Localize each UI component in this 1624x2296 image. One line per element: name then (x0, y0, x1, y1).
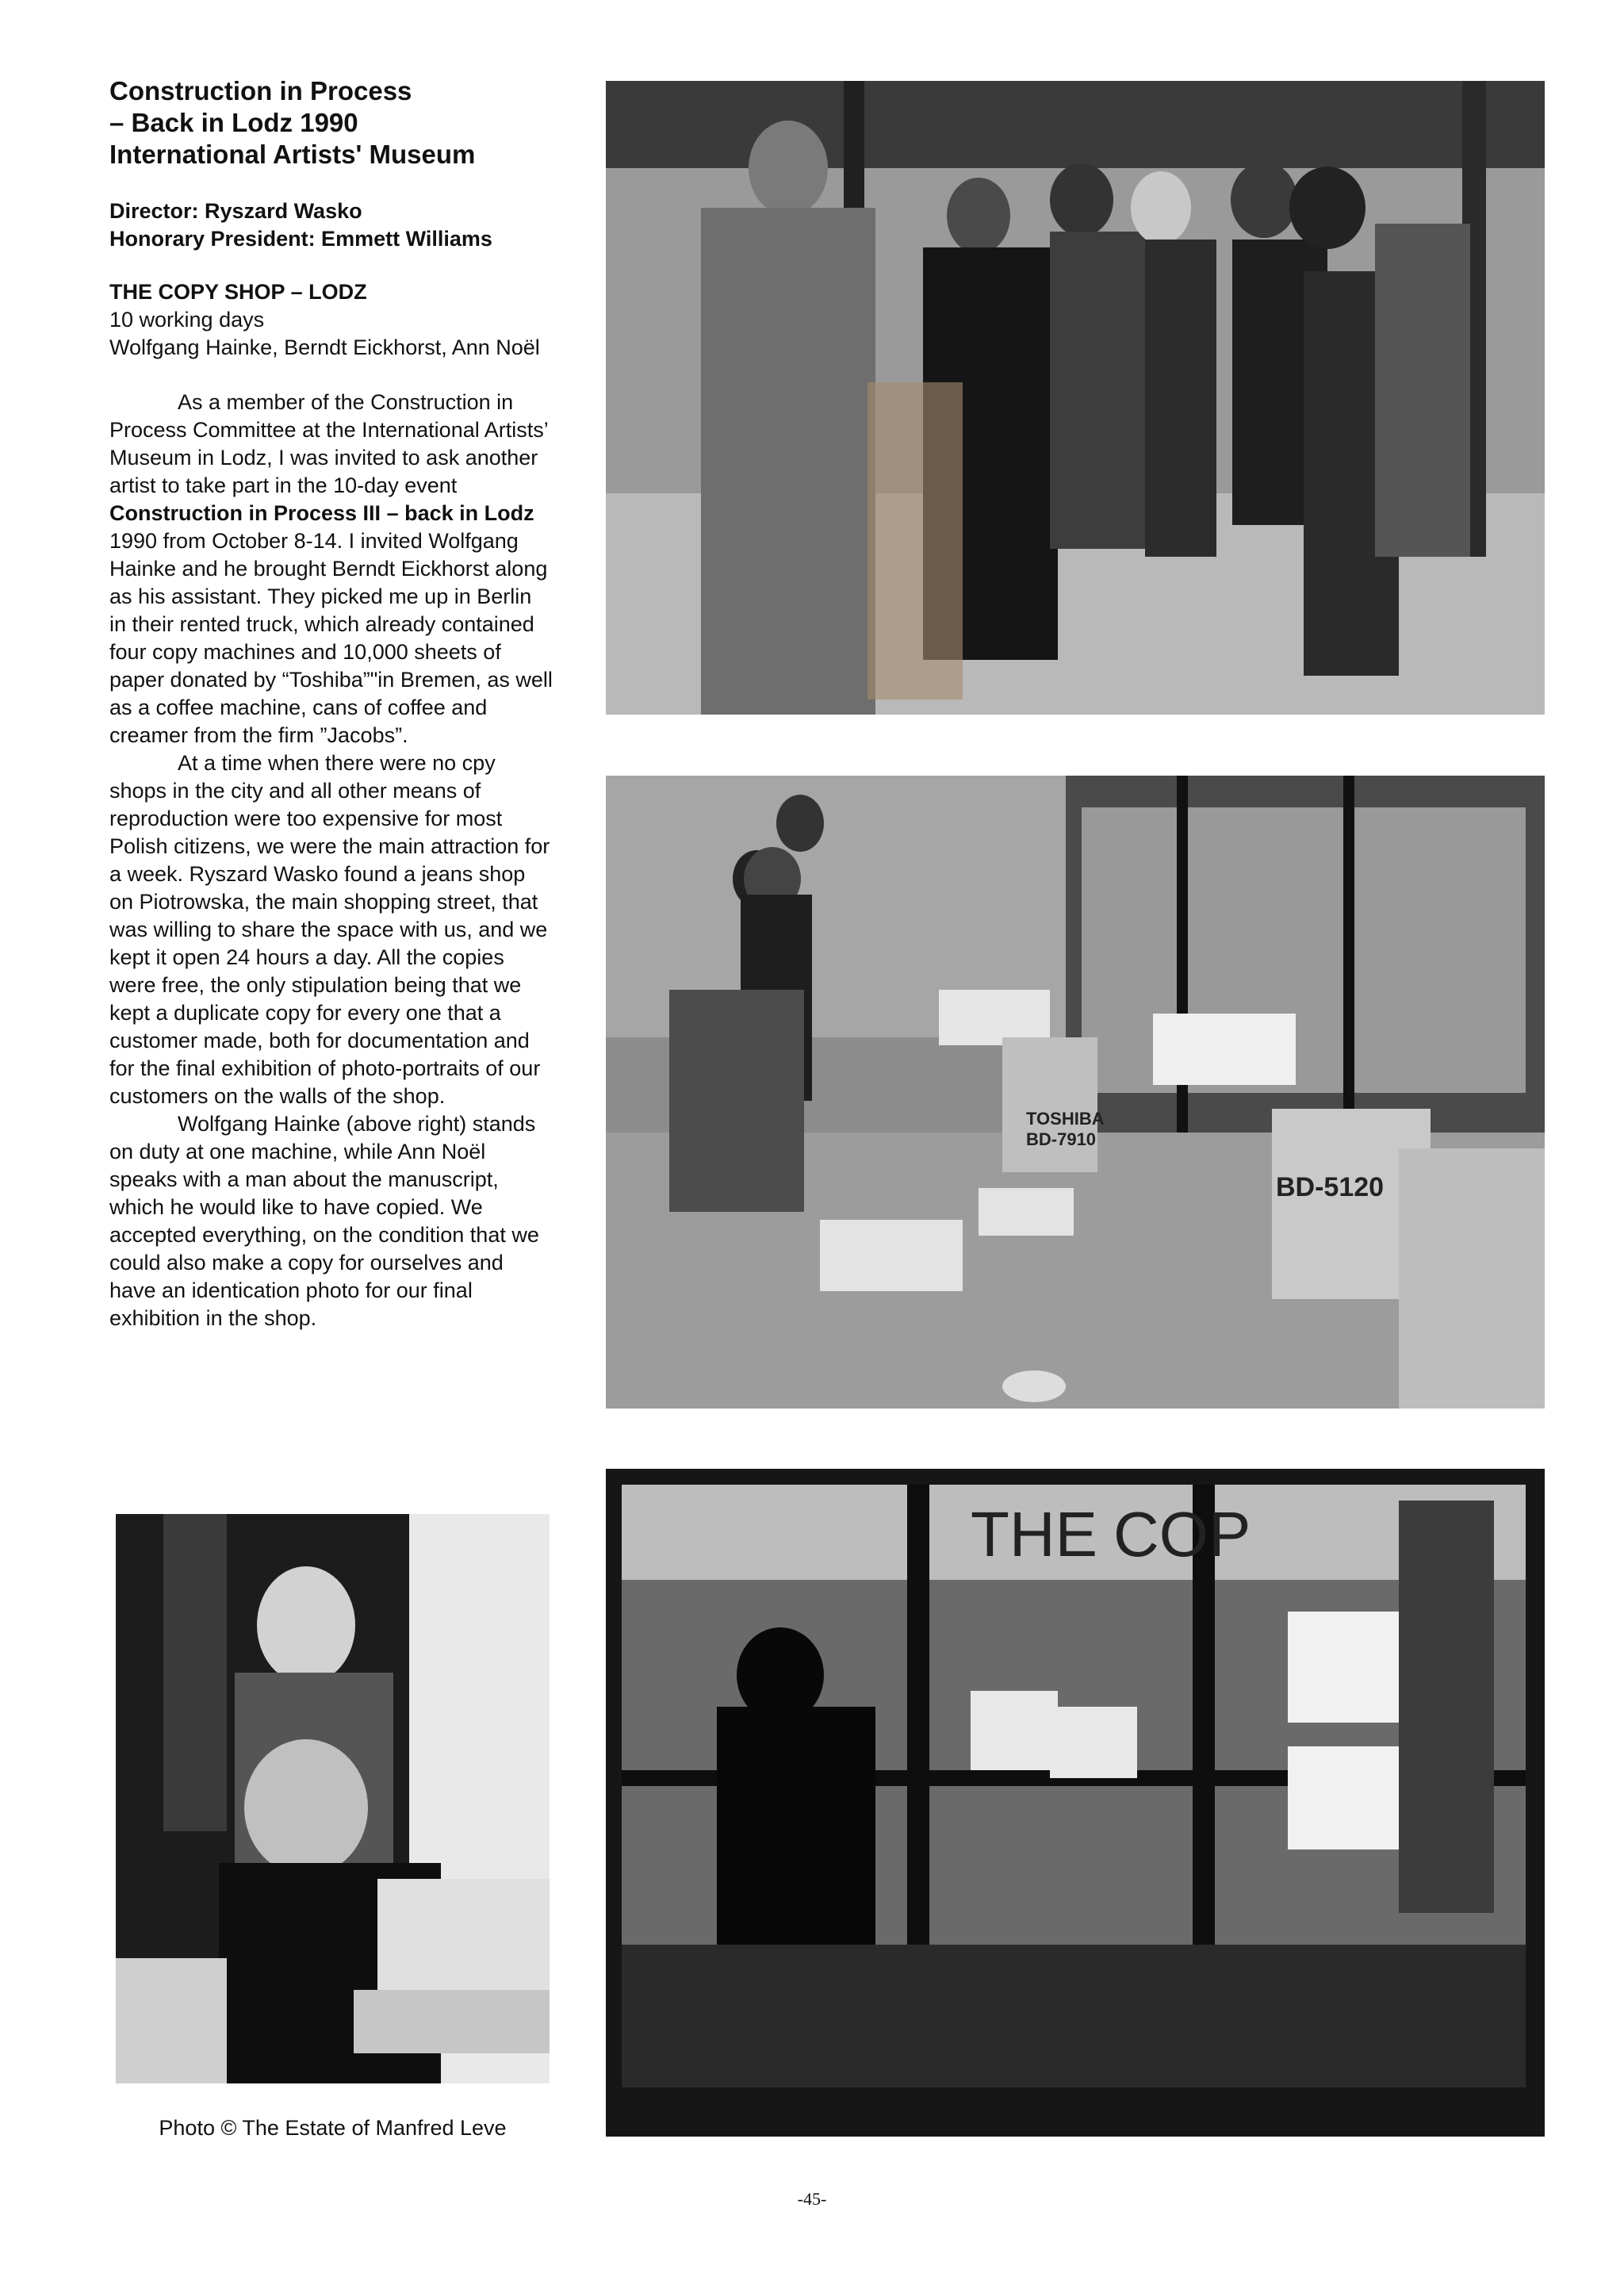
project-title: THE COPY SHOP – LODZ (109, 280, 367, 304)
title-line-2: – Back in Lodz 1990 (109, 108, 358, 137)
paragraph-3: Wolfgang Hainke (above right) stands on duty at one machine, while Ann Noël speaks with a man about the manuscript, which he would like to have copied. We accepted everything, on the condition that we could also make a copy for ourselves and have an identication photo for our final exhibition in the shop. (109, 1112, 539, 1330)
title-line-3: International Artists' Museum (109, 140, 476, 169)
window-letters-cop: COP (1113, 1499, 1251, 1570)
text-column (109, 75, 553, 1332)
photo-shop-window (606, 1469, 1545, 2137)
event-name: Construction in Process III – back in Lodz (109, 501, 534, 525)
box-label-brand: TOSHIBA (1026, 1109, 1105, 1129)
photo-copy-machines (606, 776, 1545, 1409)
page-number: -45- (797, 2189, 827, 2209)
honorary-president-line: Honorary President: Emmett Williams (109, 227, 492, 251)
title-line-1: Construction in Process (109, 76, 412, 105)
window-letters-the: THE (971, 1499, 1097, 1570)
photo-copy-shop-crowd (606, 81, 1545, 715)
article-title (109, 75, 553, 171)
photo-portrait (116, 1514, 550, 2083)
box-label-model-2: BD-5120 (1276, 1172, 1385, 1202)
paragraph-2: At a time when there were no cpy shops in the city and all other means of reproduction were too expensive for most Polish citizens, we were the main attraction for a week. Ryszard Wasko found a jeans shop on Piotrowska, the main shopping street, that was willing to share the space with us, and we kept it open 24 hours a day. All the copies were free, the only stipulation being that we kept a duplicate copy for every one that a customer made, both for documentation and for the final exhibition of photo-portraits of our customers on the walls of the shop. (109, 751, 550, 1108)
project-duration: 10 working days (109, 308, 265, 332)
project-artists: Wolfgang Hainke, Berndt Eickhorst, Ann Noël (109, 335, 540, 359)
director-line: Director: Ryszard Wasko (109, 199, 362, 223)
paragraph-1: As a member of the Construction in Process Committee at the International Artists’ Museum in Lodz, I was invited to ask another artist to take part in the 10-day event Construction in Process III – back in Lodz 1990 from October 8-14. I invited Wolfgang Hainke and he brought Berndt Eickhorst along as his assistant. They picked me up in Berlin in their rented truck, which already contained four copy machines and 10,000 sheets of paper donated by “Toshiba”"in Bremen, as well as a coffee machine, cans of coffee and creamer from the firm ”Jacobs”. (109, 390, 553, 747)
box-label-model-1: BD-7910 (1026, 1129, 1097, 1149)
article-body (109, 389, 553, 1332)
credits-block (109, 197, 553, 253)
photo-credit: Photo © The Estate of Manfred Leve (159, 2116, 507, 2140)
